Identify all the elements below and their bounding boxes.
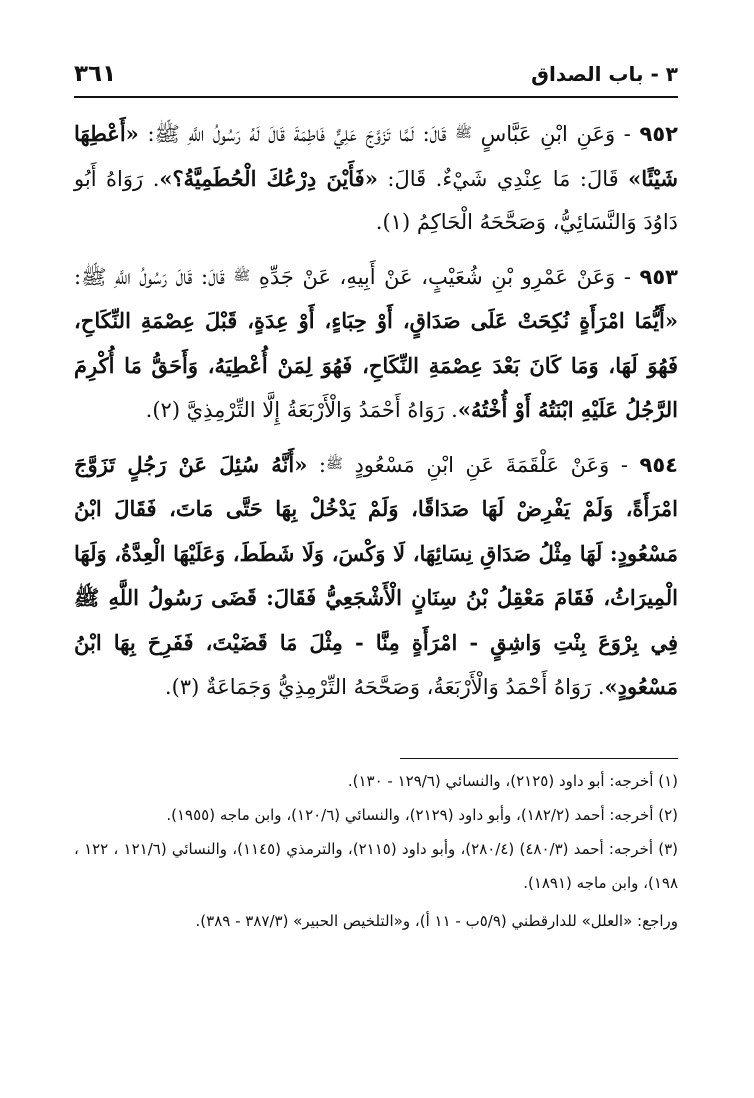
footnotes <box>74 764 678 938</box>
hadith-954 <box>74 443 678 710</box>
footnote-divider <box>400 758 678 759</box>
hadith-source: . رَوَاهُ أَبُو دَاوُدَ وَالنَّسَائِيُّ، وَصَحَّحَهُ الْحَاكِمُ (١). <box>74 166 678 234</box>
hadith-source: . رَوَاهُ أَحْمَدُ وَالْأَرْبَعَةُ، وَصَحَّحَهُ التِّرْمِذِيُّ وَجَمَاعَةٌ (٣). <box>164 675 605 699</box>
hadith-opening: - وَعَنِ ابْنِ عَبَّاسٍ <box>480 122 631 146</box>
hadith-number: ٩٥٣ <box>639 264 678 289</box>
footnote-2: (٢) أخرجه: أحمد (١٨٢/٢)، وأبو داود (٢١٢٩)، والنسائي (١٢٠/٦)، وابن ماجه (١٩٥٥). <box>166 806 678 824</box>
hadith-source: . رَوَاهُ أَحْمَدُ وَالْأَرْبَعَةُ إِلَّا التِّرْمِذِيَّ (٢). <box>145 398 458 422</box>
hadith-text: قَالَ: لَمَّا تَزَوَّجَ عَلِيٌّ فَاطِمَةَ قَالَ لَهُ رَسُولُ اللَّهِ ﷺ: <box>147 122 447 146</box>
blessing-icon: ﷺ <box>233 267 251 284</box>
blessing-icon: ﷺ <box>455 125 472 141</box>
footnote-see-also: وراجع: «العلل» للدارقطني (٥/٩ب - ١١ أ)، و«التلخيص الحبير» (٣٨٧/٣ - ٣٨٩). <box>195 912 678 930</box>
hadith-number: ٩٥٤ <box>639 452 678 477</box>
hadith-953 <box>74 255 678 433</box>
hadith-opening: - وَعَنْ عَلْقَمَةَ عَنِ ابْنِ مَسْعُودٍ <box>354 452 628 477</box>
hadith-number: ٩٥٢ <box>639 122 678 146</box>
hadith-952 <box>74 112 678 245</box>
page-number: ٣٦١ <box>74 61 117 87</box>
footnote-1: (١) أخرجه: أبو داود (٢١٢٥)، والنسائي (١٢٩/٦ - ١٣٠). <box>347 772 678 790</box>
chapter-title: ٣ - باب الصداق <box>531 62 678 86</box>
hadith-opening: - وَعَنْ عَمْرِو بْنِ شُعَيْبٍ، عَنْ أَبِيهِ، عَنْ جَدِّهِ <box>258 264 631 289</box>
hadith-quote: «فَأَيْنَ دِرْعُكَ الْحُطَمِيَّةُ؟» <box>159 165 378 191</box>
main-text <box>74 112 678 720</box>
hadith-text: قَالَ: قَالَ رَسُولُ اللَّهِ ﷺ: <box>74 264 225 289</box>
hadith-quote: «أَنَّهُ سُئِلَ عَنْ رَجُلٍ تَزَوَّجَ امْرَأَةً، وَلَمْ يَفْرِضْ لَهَا صَدَاقًا، وَلَمْ يَدْخُلْ بِهَا حَتَّى مَاتَ، فَقَالَ ابْنُ مَسْعُودٍ: لَهَا مِثْلُ صَدَاقِ نِسَائِهَا، لَا وَكْسَ، وَلَا شَطَطَ، وَعَلَيْهَا الْعِدَّةُ، وَلَهَا الْمِيرَاثُ، فَقَامَ مَعْقِلُ بْنُ سِنَانٍ الْأَشْجَعِيُّ فَقَالَ: قَضَى رَسُولُ اللَّهِ ﷺ فِي بِرْوَعَ بِنْتِ وَاشِقٍ - امْرَأَةٍ مِنَّا - مِثْلَ مَا قَضَيْتَ، فَفَرِحَ بِهَا ابْنُ مَسْعُودٍ» <box>74 451 678 699</box>
footnote-3: (٣) أخرجه: أحمد (٤٨٠/٣) (٢٨٠/٤)، وأبو داود (٢١١٥)، والترمذي (١١٤٥)، والنسائي (١٢١/٦ ، ١٢٢ ، ١٩٨)، وابن ماجه (١٨٩١). <box>74 840 678 892</box>
hadith-text: قَالَ: مَا عِنْدِي شَيْءٌ. قَالَ: <box>387 166 619 191</box>
hadith-quote: «أَعْطِهَا شَيْئًا» <box>74 121 678 191</box>
blessing-icon: ﷺ <box>325 455 343 472</box>
hadith-text: : <box>318 452 326 477</box>
page-header <box>74 52 678 98</box>
hadith-quote: «أَيُّمَا امْرَأَةٍ نُكِحَتْ عَلَى صَدَاقٍ، أَوْ حِبَاءٍ، أَوْ عِدَةٍ، قَبْلَ عِصْمَةِ النِّكَاحِ، فَهُوَ لَهَا، وَمَا كَانَ بَعْدَ عِصْمَةِ النِّكَاحِ، فَهُوَ لِمَنْ أُعْطِيَهُ، وَأَحَقُّ مَا أُكْرِمَ الرَّجُلُ عَلَيْهِ ابْنَتُهُ أَوْ أُخْتُهُ» <box>74 308 678 422</box>
